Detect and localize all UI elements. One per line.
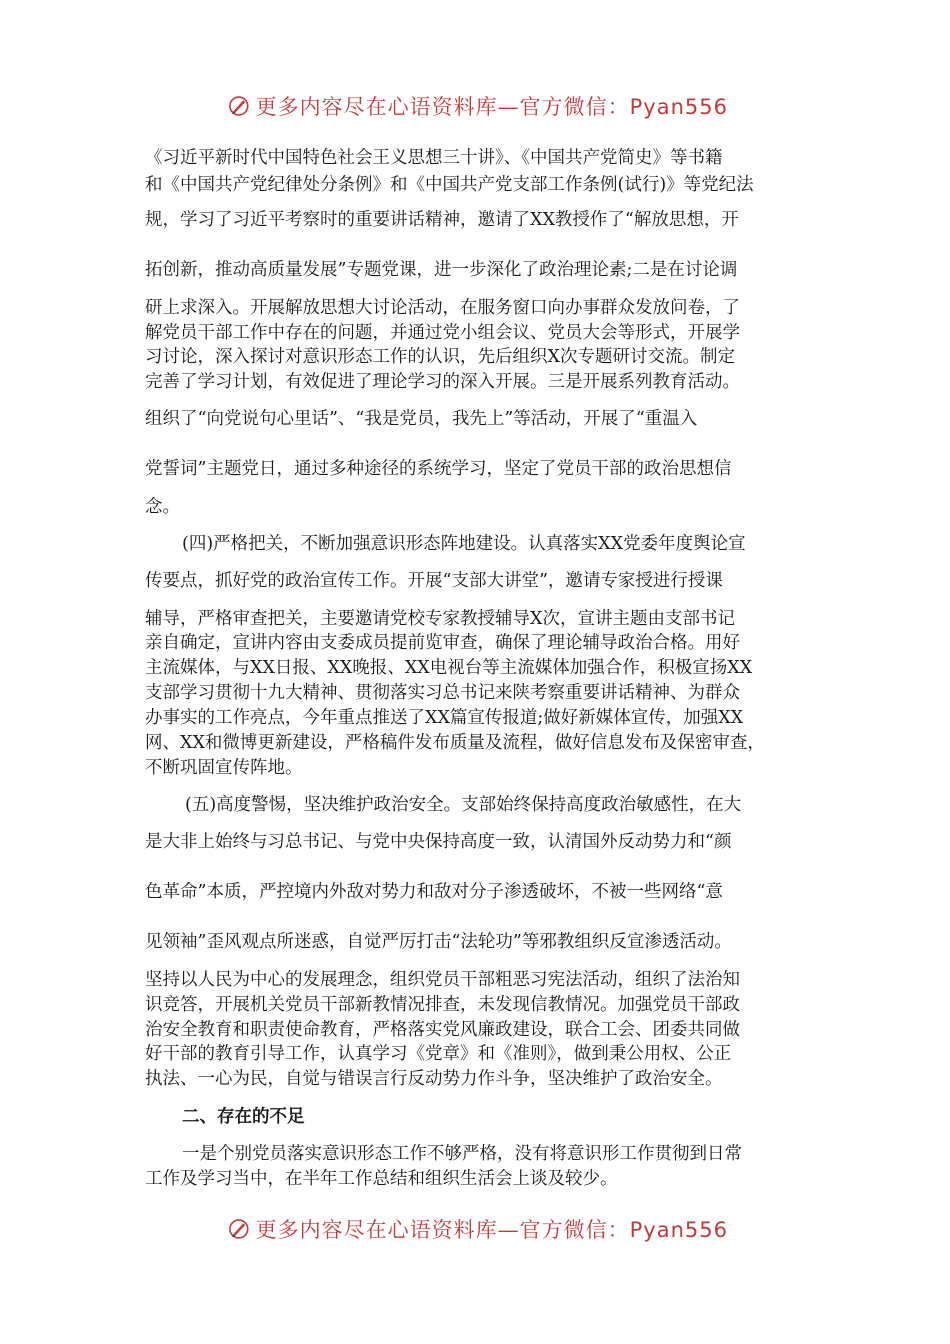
text-line: 不断巩固宣传阵地。 [145,758,303,778]
text-line: 是大非上始终与习总书记、与党中央保持高度一致，认清国外反动势力和“颜 [145,832,732,852]
text-line: 《习近平新时代中国特色社会王义思想三十讲》、《中国共产党简史》等书籍 [145,148,723,168]
text-line: 念。 [145,497,180,517]
pen-circle-logo-icon [228,89,250,123]
watermark-banner-top [228,86,728,126]
text-line: 网、XX和微博更新建设，严格稿件发布质量及流程，做好信息发布及保密审查， [145,733,765,753]
text-line: 治安全教育和职责使命教育，严格落实党风廉政建设，联合工会、团委共同做 [145,1020,740,1040]
text-line: 主流媒体，与XX日报、XX晚报、XX电视台等主流媒体加强合作，积极宣扬XX [145,658,753,678]
text-line: 工作及学习当中，在半年工作总结和组织生活会上谈及较少。 [145,1169,618,1189]
watermark-text: 更多内容尽在心语资料库—官方微信：Pyan556 [255,95,728,119]
text-line: 支部学习贯彻十九大精神、贯彻落实习总书记来陕考察重要讲话精神、为群众 [145,683,740,703]
text-line: 好干部的教育引导工作，认真学习《党章》和《准则》，做到秉公用权、公正 [145,1044,732,1064]
section-heading-shortcomings: 二、存在的不足 [182,1107,305,1127]
text-line: 规，学习了习近平考察时的重要讲话精神，邀请了XX教授作了“解放思想，开 [145,210,739,230]
text-line: 拓创新，推动高质量发展”专题党课，进一步深化了政治理论素;二是在讨论调 [145,260,738,280]
section-five-heading-line: (五)高度警惕，坚决维护政治安全。支部始终保持高度政治敏感性，在大 [185,795,742,815]
text-line: 识竞答，开展机关党员干部新教情况排查，未发现信教情况。加强党员干部政 [145,995,740,1015]
text-line: 办事实的工作亮点，今年重点推送了XX篇宣传报道;做好新媒体宣传，加强XX [145,708,744,728]
text-line: 一是个别党员落实意识形态工作不够严格，没有将意识形工作贯彻到日常 [182,1144,742,1164]
watermark-text: 更多内容尽在心语资料库—官方微信：Pyan556 [255,1218,728,1242]
text-line: 坚持以人民为中心的发展理念，组织党员干部粗恶习宪法活动，组织了法治知 [145,970,740,990]
text-line: 组织了“向党说句心里话”、“我是党员，我先上”等活动，开展了“重温入 [145,409,698,429]
text-line: 执法、一心为民，自觉与错误言行反动势力作斗争，坚决维护了政治安全。 [145,1069,723,1089]
text-line: 亲自确定，宣讲内容由支委成员提前览审查，确保了理论辅导政治合格。用好 [145,633,740,653]
pen-circle-logo-icon [228,1212,250,1246]
text-line: 色革命”本质，严控境内外敌对势力和敌对分子渗透破坏，不被一些网络“意 [145,882,723,902]
text-line: 传要点，抓好党的政治宣传工作。开展“支部大讲堂”，邀请专家授进行授课 [145,571,723,591]
text-line: 研上求深入。开展解放思想大讨论活动，在服务窗口向办事群众发放问卷，了 [145,298,740,318]
text-line: 党誓词”主题党日，通过多种途径的系统学习，坚定了党员干部的政治思想信 [145,459,732,479]
watermark-banner-bottom [228,1209,728,1249]
text-line: 习讨论，深入探讨对意识形态工作的认识，先后组织X次专题研讨交流。制定 [145,347,735,367]
text-line: 和《中国共产党纪律处分条例》和《中国共产党支部工作条例(试行)》等党纪法 [145,175,754,195]
text-line: 见领袖”歪风观点所迷惑，自觉严厉打击“法轮功”等邪教组织反宣渗透活动。 [145,932,732,952]
section-four-heading-line: (四)严格把关，不断加强意识形态阵地建设。认真落实XX党委年度舆论宣 [182,534,746,554]
text-line: 辅导，严格审查把关，主要邀请党校专家教授辅导X次，宣讲主题由支部书记 [145,609,735,629]
text-line: 完善了学习计划，有效促进了理论学习的深入开展。三是开展系列教育活动。 [145,372,740,392]
text-line: 解党员干部工作中存在的问题，并通过党小组会议、党员大会等形式，开展学 [145,323,740,343]
